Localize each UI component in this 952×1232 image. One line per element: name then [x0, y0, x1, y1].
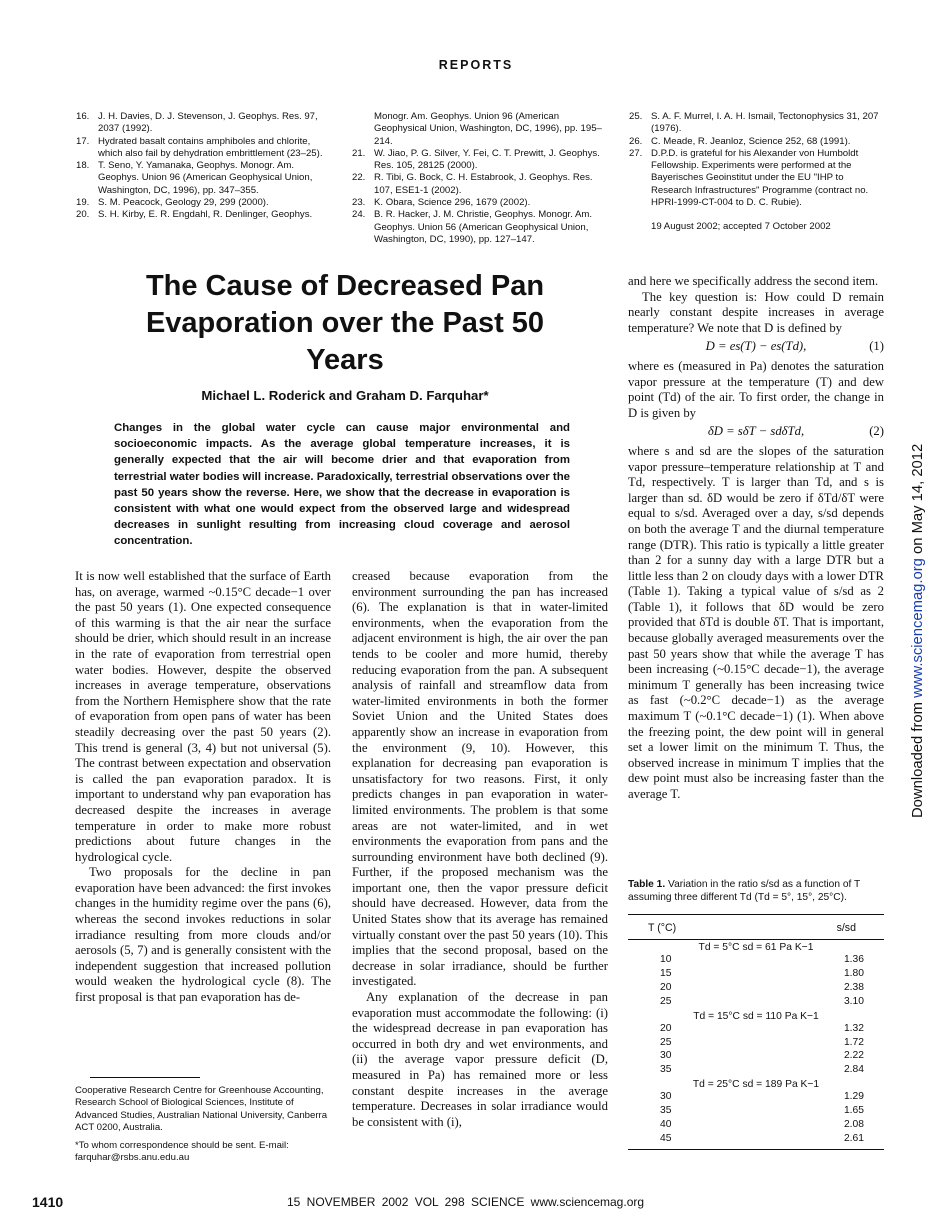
reference-item: 17. Hydrated basalt contains amphiboles and chlorite, which also fail by dehydration embrittlement (23–25).: [76, 135, 323, 159]
table-label: Table 1.: [628, 879, 666, 890]
reference-item: 21. W. Jiao, P. G. Silver, Y. Fei, C. T. Prewitt, J. Geophys. Res. 105, 28125 (2000).: [352, 147, 600, 172]
reference-item: 25. S. A. F. Murrel, I. A. H. Ismail, Tectonophysics 31, 207 (1976).: [629, 111, 879, 135]
footer-issue-info: 15 NOVEMBER 2002 VOL 298 SCIENCE www.sciencemag.org: [287, 1195, 645, 1209]
body-column-2: [352, 569, 608, 1130]
table-header-ratio: s/sd: [836, 922, 856, 934]
body-paragraph: Any explanation of the decrease in pan evaporation must accommodate the following: (i) the widespread decrease in pan evaporation has occurred in both dry and wet environments, and (ii) the average vapor pressure deficit (D, measured in Pa) has remained more or less constant despite increases in the average temperature. Decreases in solar irradiance would be consistent with (i),: [352, 990, 608, 1129]
table-row: 10 1.36: [660, 954, 864, 965]
page-footer: [0, 1194, 952, 1212]
body-paragraph: It is now well established that the surface of Earth has, on average, warmed ~0.15°C decade−1 over the past 50 years (1). One expected consequence of this warming is that the air near the surface should be drier, which should result in an increase in the rate of evaporation from terrestrial open water bodies. However, despite the observed increases in average temperature, observations from the Northern Hemisphere show that the rate of evaporation from open pans of water has been steadily decreasing over the past 50 years (2). This trend is general (3, 4) but not universal (5). The contrast between expectation and observation is called the pan evaporation paradox. It is important to understand why pan evaporation has decreased despite the increases in average temperature in order to make more robust predictions about future changes in the hydrological cycle.: [75, 569, 331, 864]
body-paragraph: and here we specifically address the second item.: [628, 274, 879, 288]
references-column-3: [629, 111, 885, 234]
references-column-1: [76, 111, 332, 222]
reference-item: 22. R. Tibi, G. Bock, C. H. Estabrook, J. Geophys. Res. 107, ESE1-1 (2002).: [352, 172, 593, 196]
equation-2-expression: δD = sδT − sdδTd,: [707, 424, 805, 439]
equation-2-number: (2): [869, 424, 884, 439]
table-bottom-rule: [628, 1149, 884, 1150]
table-row: 20 2.38: [660, 981, 864, 993]
reference-item: 19. S. M. Peacock, Geology 29, 299 (2000).: [76, 197, 269, 209]
reference-item: 16. J. H. Davies, D. J. Stevenson, J. Geophys. Res. 97, 2037 (1992).: [76, 111, 318, 135]
table-caption-text: Variation in the ratio s/sd as a function of T assuming three different Td (Td = 5°, 15°, 25°C).: [628, 879, 861, 903]
equation-1: [628, 336, 884, 359]
table-row: 40 2.08: [660, 1119, 864, 1131]
table-group-heading: Td = 25°C sd = 189 Pa K−1: [692, 1079, 820, 1091]
body-paragraph: where es (measured in Pa) denotes the saturation vapor pressure at the temperature (T) and dew point (Td) of the air. To first order, the change in D is given by: [628, 358, 884, 420]
table-row: 25 1.72: [660, 1036, 864, 1048]
table-row: 35 1.65: [660, 1105, 864, 1117]
body-paragraph: creased because evaporation from the environment surrounding the pan has increased (6). The explanation is that in water-limited environments, when the evaporation from the adjacent environment is high, the air over the pan tends to be cooler and more humid, thereby reducing evaporation from the pan. A subsequent analysis of rainfall and streamflow data from water-limited environments in both the former Soviet Union and the United States does apparently show an increase in evaporation from the environment (9, 10). However, this explanation for decreasing pan evaporation is unsatisfactory for two reasons. First, it only predicts changes in pan evaporation in water-limited environments. The problem is that some areas are not water-limited, and in wet environments the evaporation from pans and the surrounding environment have both declined (9). Further, if the proposed mechanism was the important one, then the vapor pressure deficit should have decreased. However, data from the United States show that its average has remained virtually constant over the past 50 years (10). This implies that the second proposal, based on the decrease in solar irradiance, should be further investigated.: [352, 569, 608, 989]
reference-item: 20. S. H. Kirby, E. R. Engdahl, R. Denlinger, Geophys.: [76, 209, 313, 221]
correspondence-note: *To whom correspondence should be sent. E-mail: farquhar@rsbs.anu.edu.au: [75, 1140, 289, 1164]
affiliation-institution: Cooperative Research Centre for Greenhouse Accounting, Research School of Biological Sciences, Institute of Advanced Studies, Australian National University, Canberra ACT 0200, Australia.: [75, 1085, 328, 1133]
reference-item: 18. T. Seno, Y. Yamanaka, Geophys. Monogr. Am. Geophys. Union 96 (American Geophysical Union, Washington, DC, 1996), pp. 347–355.: [76, 160, 313, 196]
table-group-heading: Td = 5°C sd = 61 Pa K−1: [698, 942, 814, 953]
page-number: 1410: [32, 1194, 64, 1210]
equation-1-expression: D = es(T) − es(Td),: [705, 339, 807, 354]
reference-item: 23. K. Obara, Science 296, 1679 (2002).: [352, 197, 531, 209]
download-watermark: Downloaded from www.sciencemag.org on May 14, 2012: [910, 443, 926, 818]
reference-item: 26. C. Meade, R. Jeanloz, Science 252, 68 (1991).: [629, 135, 851, 147]
reference-item: 24. B. R. Hacker, J. M. Christie, Geophys. Monogr. Am. Geophys. Union 56 (American Geophysical Union, Washington, DC, 1990), pp. 127–147.: [352, 209, 593, 245]
table-row: 15 1.80: [660, 967, 864, 979]
table-row: 20 1.32: [660, 1022, 864, 1034]
table-row: 45 2.61: [660, 1132, 864, 1144]
table-header-t: T (°C): [648, 922, 677, 934]
footnote-divider: [90, 1077, 200, 1078]
received-accepted-dates: 19 August 2002; accepted 7 October 2002: [651, 221, 831, 233]
table-group-heading: Td = 15°C sd = 110 Pa K−1: [693, 1010, 819, 1022]
table-header-row: [628, 915, 884, 939]
affiliation-footnote: [75, 1085, 331, 1171]
article-title: The Cause of Decreased Pan Evaporation over the Past 50 Years: [145, 270, 545, 376]
body-paragraph: where s and sd are the slopes of the saturation vapor pressure–temperature relationship at T and Td, respectively. T is larger than Td, and s is larger than sd. δD would be zero if δTd/δT were equal to s/sd. Averaged over a day, s/sd depends on both the average T and the diurnal temperature range (DTR). This ratio is typically a little greater than 2 for a sunny day with a large DTR but a little less than 2 on cloudy days with a lower DTR (Table 1). Taking a typical value of s/sd as 2 (Table 1), it follows that δD would be zero provided that δTd is double δT. That is important, because globally averaged measurements over the past 50 years show that while the average T has been increasing (~0.15°C decade−1), the average minimum T generally has been increasing twice as fast (~0.2°C decade−1) as the average maximum T (~0.1°C decade−1) (1). When above the freezing point, the dew point will in general set a lower limit on the minimum T. Thus, the observed increase in minimum T implies that the dew point must also be increasing faster than the average T.: [628, 443, 884, 801]
section-heading: REPORTS: [438, 58, 514, 72]
table-row: 30 2.22: [660, 1050, 864, 1062]
references-column-2: [352, 111, 608, 246]
sciencemag-link[interactable]: www.sciencemag.org: [910, 558, 926, 698]
body-paragraph: The key question is: How could D remain nearly constant despite increases in average temperature? We note that D is defined by: [628, 289, 884, 335]
table-row: 35 2.84: [660, 1064, 864, 1076]
equation-2: [628, 421, 884, 444]
reference-item: 27. D.P.D. is grateful for his Alexander von Humboldt Fellowship. Experiments were performed at the Bayerisches Geoinstitut under the EU "IHP to Research Infrastructures" Programme (contract no. HPRI-1999-CT-004 to D. C. Rubie).: [629, 147, 869, 209]
body-column-1: [75, 569, 331, 1006]
equation-1-number: (1): [869, 339, 884, 354]
table-1: [628, 878, 884, 1150]
reference-item: Monogr. Am. Geophys. Union 96 (American Geophysical Union, Washington, DC, 1996), pp. 195–214.: [374, 111, 602, 147]
body-paragraph: Two proposals for the decline in pan evaporation have been advanced: the first invokes changes in the humidity regime over the pans (6), whereas the second invokes reductions in solar irradiance resulting from more clouds and/or aerosols (5, 7) and is generally consistent with the independent suggestion that increased pollution would weaken the hydrological cycle (8). The first proposal is that pan evaporation has de-: [75, 865, 331, 1005]
article-authors: Michael L. Roderick and Graham D. Farquhar*: [201, 388, 489, 403]
article-abstract: Changes in the global water cycle can cause major environmental and socioeconomic impacts. As the average global temperature increases, it is generally expected that the air will become drier and that evaporation from terrestrial water bodies will increase. Paradoxically, terrestrial observations over the past 50 years show the reverse. Here, we show that the decrease in evaporation is consistent with what one would expect from the observed large and widespread decreases in sunlight resulting from increasing cloud coverage and aerosol concentration.: [114, 422, 570, 548]
body-column-3: [628, 274, 884, 803]
table-caption: [628, 878, 884, 904]
table-row: 25 3.10: [660, 995, 864, 1007]
table-row: 30 1.29: [660, 1091, 864, 1103]
